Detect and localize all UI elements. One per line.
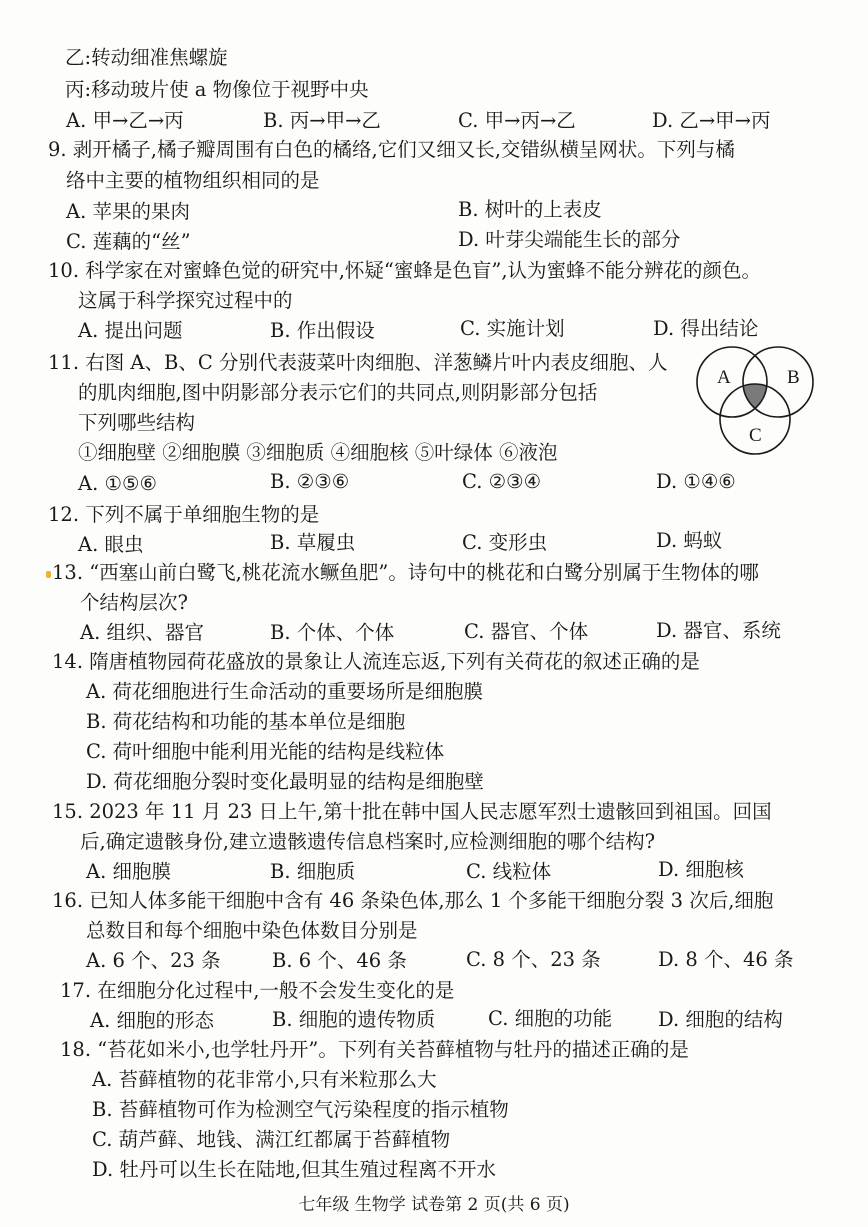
q8-option-a: A. 甲→乙→丙 (66, 109, 184, 132)
q11-option-b: B. ②③⑥ (270, 470, 350, 493)
q11-option-d: D. ①④⑥ (656, 470, 736, 493)
q15-stem-line2: 后,确定遗骸身份,建立遗骸遗传信息档案时,应检测细胞的哪个结构? (80, 830, 656, 853)
q10-option-d: D. 得出结论 (653, 317, 759, 340)
q11-stem-line1: 11. 右图 A、B、C 分别代表菠菜叶肉细胞、洋葱鳞片叶内表皮细胞、人 (48, 351, 668, 374)
q15-option-b: B. 细胞质 (270, 860, 356, 883)
q8-option-c: C. 甲→丙→乙 (458, 109, 576, 132)
q13-option-a: A. 组织、器官 (80, 621, 204, 644)
venn-label-b: B (787, 367, 800, 388)
q13-stem-line2: 个结构层次? (80, 591, 188, 614)
q10-option-a: A. 提出问题 (78, 319, 183, 342)
q16-option-a: A. 6 个、23 条 (86, 949, 221, 972)
q17-stem: 17. 在细胞分化过程中,一般不会发生变化的是 (60, 979, 455, 1002)
q10-stem-line2: 这属于科学探究过程中的 (78, 289, 293, 312)
q10-option-c: C. 实施计划 (460, 317, 565, 340)
q17-option-b: B. 细胞的遗传物质 (272, 1008, 436, 1031)
q16-stem-line1: 16. 已知人体多能干细胞中含有 46 条染色体,那么 1 个多能干细胞分裂 3 次后,细胞 (52, 889, 774, 912)
q15-stem-line1: 15. 2023 年 11 月 23 日上午,第十批在韩中国人民志愿军烈士遗骸回到祖国。回国 (52, 800, 772, 823)
q17-option-c: C. 细胞的功能 (488, 1007, 613, 1030)
q16-option-d: D. 8 个、46 条 (658, 948, 794, 971)
q9-stem-line1: 9. 剥开橘子,橘子瓣周围有白色的橘络,它们又细又长,交错纵横呈网状。下列与橘 (48, 138, 735, 161)
q11-stem-line3: 下列哪些结构 (78, 411, 196, 434)
q9-option-b: B. 树叶的上表皮 (458, 198, 602, 221)
q11-stem-line2: 的肌肉细胞,图中阴影部分表示它们的共同点,则阴影部分包括 (78, 381, 598, 404)
q13-option-b: B. 个体、个体 (270, 621, 395, 644)
venn-label-a: A (717, 367, 731, 388)
q18-option-a: A. 苔藓植物的花非常小,只有米粒那么大 (92, 1068, 437, 1091)
q14-option-c: C. 荷叶细胞中能利用光能的结构是线粒体 (86, 740, 445, 763)
q18-option-c: C. 葫芦藓、地钱、满江红都属于苔藓植物 (92, 1128, 451, 1151)
q13-option-c: C. 器官、个体 (464, 620, 589, 643)
q9-option-a: A. 苹果的果肉 (66, 200, 190, 223)
q14-option-a: A. 荷花细胞进行生命活动的重要场所是细胞膜 (86, 680, 483, 703)
q8-step-b: 乙:转动细准焦螺旋 (65, 46, 228, 69)
yellow-mark (46, 571, 51, 578)
q15-option-a: A. 细胞膜 (86, 860, 171, 883)
q12-option-d: D. 蚂蚁 (656, 529, 723, 552)
q11-option-a: A. ①⑤⑥ (78, 472, 157, 495)
venn-diagram (695, 345, 815, 457)
q8-step-c: 丙:移动玻片使 a 物像位于视野中央 (65, 78, 369, 101)
q12-stem: 12. 下列不属于单细胞生物的是 (48, 503, 320, 526)
page-footer: 七年级 生物学 试卷第 2 页(共 6 页) (298, 1195, 570, 1215)
q17-option-a: A. 细胞的形态 (90, 1009, 214, 1032)
q16-stem-line2: 总数目和每个细胞中染色体数目分别是 (86, 919, 418, 942)
q9-option-c: C. 莲藕的“丝” (66, 230, 191, 253)
venn-circle-a (697, 347, 767, 417)
q10-option-b: B. 作出假设 (270, 319, 375, 342)
q16-option-c: C. 8 个、23 条 (466, 948, 601, 971)
q8-option-b: B. 丙→甲→乙 (263, 109, 381, 132)
q14-option-d: D. 荷花细胞分裂时变化最明显的结构是细胞壁 (86, 770, 484, 793)
q9-option-d: D. 叶芽尖端能生长的部分 (458, 228, 681, 251)
q12-option-b: B. 草履虫 (270, 531, 356, 554)
q11-structure-list: ①细胞壁 ②细胞膜 ③细胞质 ④细胞核 ⑤叶绿体 ⑥液泡 (78, 441, 558, 464)
q11-option-c: C. ②③④ (462, 470, 542, 493)
q14-option-b: B. 荷花结构和功能的基本单位是细胞 (86, 710, 406, 733)
q12-option-c: C. 变形虫 (462, 531, 548, 554)
q17-option-d: D. 细胞的结构 (658, 1008, 783, 1031)
q13-option-d: D. 器官、系统 (656, 619, 781, 642)
q8-option-d: D. 乙→甲→丙 (652, 109, 771, 132)
q18-option-d: D. 牡丹可以生长在陆地,但其生殖过程离不开水 (92, 1158, 497, 1181)
q13-stem-line1: 13. “西塞山前白鹭飞,桃花流水鳜鱼肥”。诗句中的桃花和白鹭分别属于生物体的哪 (52, 561, 759, 584)
q10-stem-line1: 10. 科学家在对蜜蜂色觉的研究中,怀疑“蜜蜂是色盲”,认为蜜蜂不能分辨花的颜色。 (48, 259, 762, 282)
q9-stem-line2: 络中主要的植物组织相同的是 (66, 169, 320, 192)
q15-option-d: D. 细胞核 (658, 858, 744, 881)
q16-option-b: B. 6 个、46 条 (272, 949, 407, 972)
q18-option-b: B. 苔藓植物可作为检测空气污染程度的指示植物 (92, 1098, 509, 1121)
q18-stem: 18. “苔花如米小,也学牡丹开”。下列有关苔藓植物与牡丹的描述正确的是 (60, 1038, 689, 1061)
venn-circle-b (743, 347, 813, 417)
q12-option-a: A. 眼虫 (78, 533, 144, 556)
q14-stem: 14. 隋唐植物园荷花盛放的景象让人流连忘返,下列有关荷花的叙述正确的是 (52, 650, 700, 673)
venn-label-c: C (749, 425, 762, 446)
q15-option-c: C. 线粒体 (466, 860, 552, 883)
